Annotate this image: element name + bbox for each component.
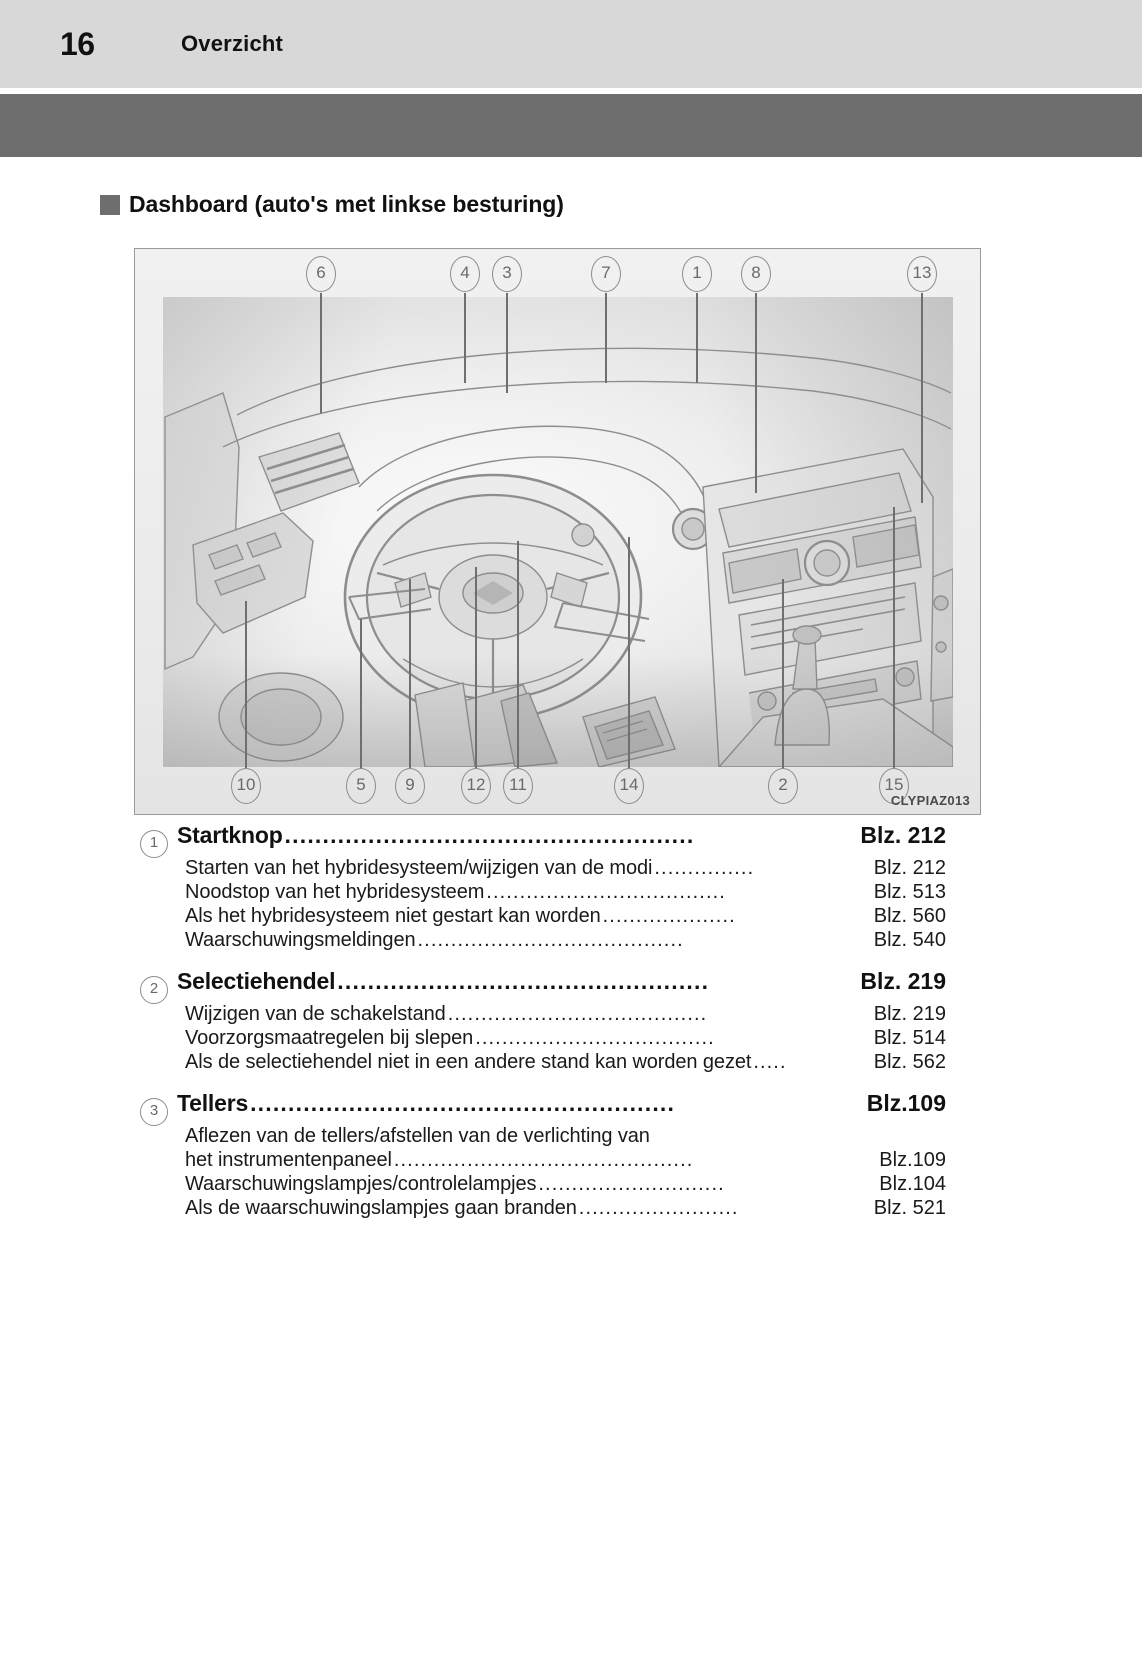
leader-dots: ........................................ bbox=[417, 929, 684, 951]
subentry-page-ref: Blz. 514 bbox=[873, 1027, 946, 1049]
page-header-band bbox=[0, 0, 1142, 88]
figure-callout-15: 15 bbox=[879, 768, 909, 804]
contents-entry-header[interactable] bbox=[140, 968, 946, 1000]
contents-subentry[interactable] bbox=[140, 1027, 946, 1050]
figure-callout-3: 3 bbox=[492, 256, 522, 292]
leader-line bbox=[782, 579, 784, 769]
figure-callout-12: 12 bbox=[461, 768, 491, 804]
entry-number-badge: 2 bbox=[140, 976, 168, 1004]
leader-line bbox=[893, 507, 895, 769]
entry-title: Selectiehendel bbox=[177, 968, 336, 994]
subentry-title: het instrumentenpaneel bbox=[185, 1149, 392, 1171]
subentry-page-ref: Blz.104 bbox=[879, 1173, 946, 1195]
contents-list bbox=[140, 822, 946, 1224]
entry-number-badge: 3 bbox=[140, 1098, 168, 1126]
leader-line bbox=[409, 579, 411, 769]
entry-title: Startknop bbox=[177, 822, 283, 848]
subentry-page-ref: Blz. 219 bbox=[873, 1003, 946, 1025]
illustration-shading bbox=[163, 297, 953, 767]
section-heading bbox=[100, 191, 564, 218]
leader-line bbox=[755, 293, 757, 493]
leader-dots: ........................................................ bbox=[250, 1090, 676, 1116]
subentry-page-ref: Blz. 540 bbox=[873, 929, 946, 951]
contents-entry-header[interactable] bbox=[140, 1090, 946, 1122]
entry-page-ref: Blz.109 bbox=[866, 1090, 946, 1116]
contents-subentry[interactable] bbox=[140, 881, 946, 904]
page-header-title: Overzicht bbox=[181, 31, 284, 56]
page-number: 16 bbox=[60, 26, 95, 62]
contents-subentry[interactable] bbox=[140, 1149, 946, 1172]
leader-line bbox=[475, 567, 477, 769]
figure-callout-8: 8 bbox=[741, 256, 771, 292]
figure-callout-5: 5 bbox=[346, 768, 376, 804]
leader-dots: ............................................. bbox=[393, 1149, 694, 1171]
subentry-title: Waarschuwingsmeldingen bbox=[185, 929, 416, 951]
leader-dots: ............................ bbox=[538, 1173, 725, 1195]
figure-callout-14: 14 bbox=[614, 768, 644, 804]
figure-callout-7: 7 bbox=[591, 256, 621, 292]
contents-subentry[interactable] bbox=[140, 1003, 946, 1026]
contents-entry bbox=[140, 968, 946, 1074]
figure-callout-13: 13 bbox=[907, 256, 937, 292]
subentry-page-ref: Blz. 521 bbox=[873, 1197, 946, 1219]
leader-line bbox=[921, 293, 923, 503]
subentry-title: Starten van het hybridesysteem/wijzigen van de modi bbox=[185, 857, 653, 879]
subentry-title: Als het hybridesysteem niet gestart kan worden bbox=[185, 905, 601, 927]
square-bullet-icon bbox=[100, 195, 120, 215]
figure-callout-6: 6 bbox=[306, 256, 336, 292]
contents-subentry[interactable] bbox=[140, 1173, 946, 1196]
leader-line bbox=[605, 293, 607, 383]
subentry-title: Als de selectiehendel niet in een andere stand kan worden gezet bbox=[185, 1051, 752, 1073]
contents-subentry[interactable] bbox=[140, 905, 946, 928]
leader-dots: ........................ bbox=[578, 1197, 739, 1219]
contents-entry bbox=[140, 1090, 946, 1220]
contents-entry bbox=[140, 822, 946, 952]
subentry-page-ref: Blz. 560 bbox=[873, 905, 946, 927]
subentry-page-ref: Blz.109 bbox=[879, 1149, 946, 1171]
entry-number-badge: 1 bbox=[140, 830, 168, 858]
leader-dots: .................................... bbox=[475, 1027, 715, 1049]
leader-line bbox=[506, 293, 508, 393]
figure-callout-11: 11 bbox=[503, 768, 533, 804]
leader-line bbox=[320, 293, 322, 413]
leader-line bbox=[245, 601, 247, 769]
subentry-title: Waarschuwingslampjes/controlelampjes bbox=[185, 1173, 537, 1195]
section-heading-label: Dashboard (auto's met linkse besturing) bbox=[129, 191, 564, 217]
leader-line bbox=[464, 293, 466, 383]
subentry-title: Wijzigen van de schakelstand bbox=[185, 1003, 446, 1025]
subentry-title: Als de waarschuwingslampjes gaan branden bbox=[185, 1197, 577, 1219]
figure-callout-9: 9 bbox=[395, 768, 425, 804]
contents-subentry[interactable] bbox=[140, 1051, 946, 1074]
leader-dots: ....................................... bbox=[447, 1003, 708, 1025]
contents-subentry[interactable] bbox=[140, 857, 946, 880]
subentry-page-ref: Blz. 562 bbox=[873, 1051, 946, 1073]
subentry-page-ref: Blz. 513 bbox=[873, 881, 946, 903]
subentry-page-ref: Blz. 212 bbox=[873, 857, 946, 879]
leader-dots: .................................... bbox=[486, 881, 726, 903]
contents-entry-header[interactable] bbox=[140, 822, 946, 854]
dashboard-illustration bbox=[134, 248, 981, 815]
contents-subentry[interactable] bbox=[140, 929, 946, 952]
entry-title: Tellers bbox=[177, 1090, 249, 1116]
figure-callout-4: 4 bbox=[450, 256, 480, 292]
subentry-title: Voorzorgsmaatregelen bij slepen bbox=[185, 1027, 474, 1049]
leader-line bbox=[517, 541, 519, 769]
subentry-title: Aflezen van de tellers/afstellen van de verlichting van bbox=[185, 1125, 650, 1147]
contents-subentry[interactable] bbox=[140, 1197, 946, 1220]
leader-dots: .................... bbox=[602, 905, 736, 927]
leader-line bbox=[360, 619, 362, 769]
figure-code-label: CLYPIAZ013 bbox=[890, 793, 970, 808]
subentry-title: Noodstop van het hybridesysteem bbox=[185, 881, 485, 903]
header-dark-band bbox=[0, 94, 1142, 157]
figure-callout-10: 10 bbox=[231, 768, 261, 804]
entry-page-ref: Blz. 219 bbox=[860, 968, 946, 994]
figure-callout-2: 2 bbox=[768, 768, 798, 804]
figure-callout-1: 1 bbox=[682, 256, 712, 292]
entry-page-ref: Blz. 212 bbox=[860, 822, 946, 848]
leader-dots: ............... bbox=[654, 857, 755, 879]
leader-dots: ...................................................... bbox=[284, 822, 695, 848]
leader-line bbox=[628, 537, 630, 769]
leader-dots: ..... bbox=[753, 1051, 787, 1073]
leader-dots: ................................................. bbox=[337, 968, 710, 994]
leader-line bbox=[696, 293, 698, 383]
contents-subentry[interactable] bbox=[140, 1125, 946, 1148]
